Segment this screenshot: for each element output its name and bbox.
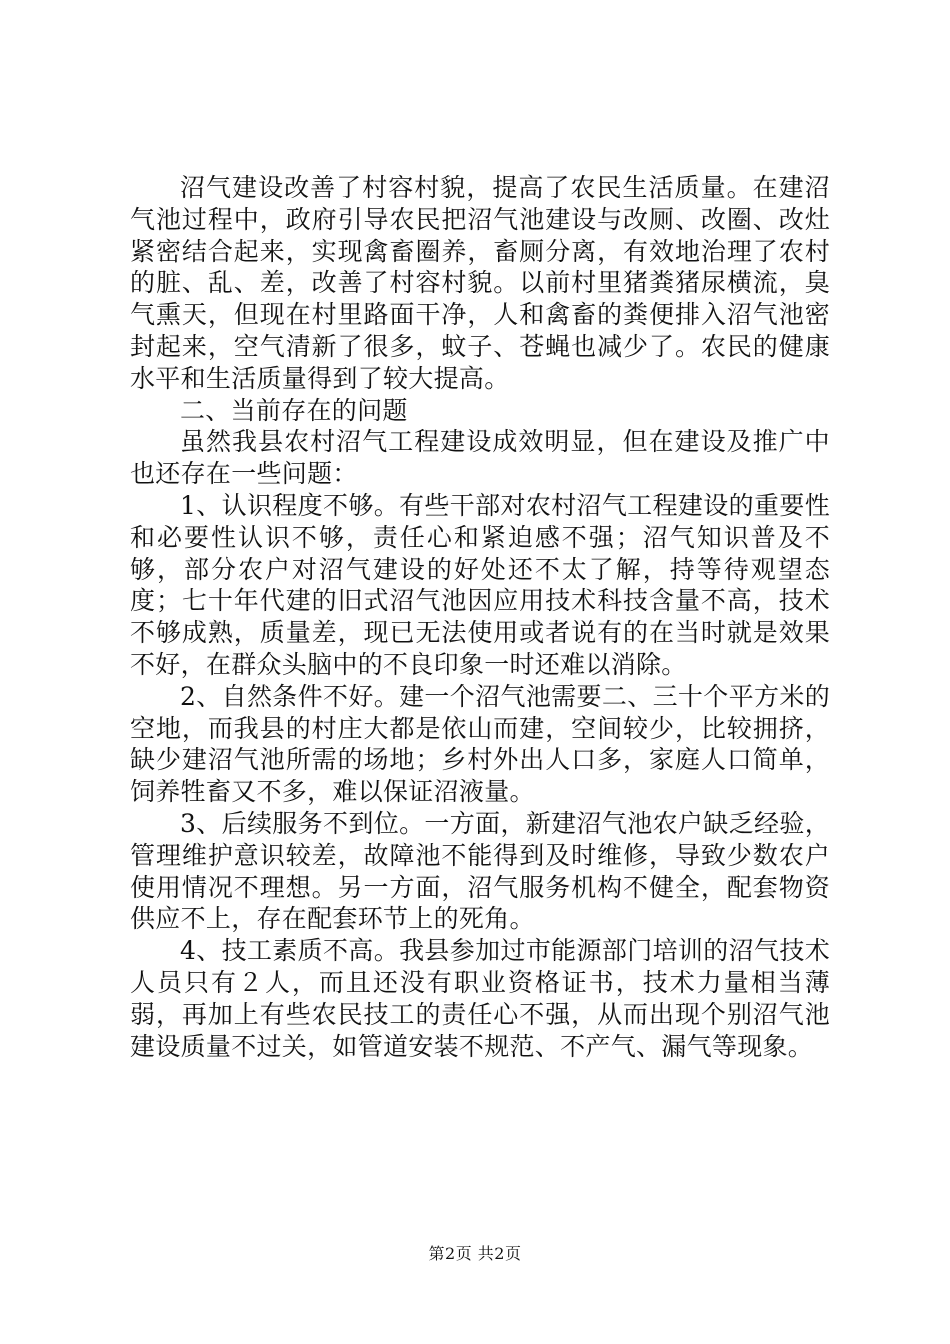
paragraph-problem-4: 4、技工素质不高。我县参加过市能源部门培训的沼气技术人员只有２人，而且还没有职业资格证书，技术力量相当薄弱，再加上有些农民技工的责任心不强，从而出现个别沼气池建设质量不过关，如管道安装不规范、不产气、漏气等现象。 <box>130 936 830 1061</box>
paragraph-village-appearance: 沼气建设改善了村容村貌，提高了农民生活质量。在建沼气池过程中，政府引导农民把沼气池建设与改厕、改圈、改灶紧密结合起来，实现禽畜圈养，畜厕分离，有效地治理了农村的脏、乱、差，改善了村容村貌。以前村里猪粪猪尿横流，臭气熏天，但现在村里路面干净，人和禽畜的粪便排入沼气池密封起来，空气清新了很多，蚊子、苍蝇也减少了。农民的健康水平和生活质量得到了较大提高。 <box>130 173 830 393</box>
paragraph-problem-3: 3、后续服务不到位。一方面，新建沼气池农户缺乏经验，管理维护意识较差，故障池不能得到及时维修，导致少数农户使用情况不理想。另一方面，沼气服务机构不健全，配套物资供应不上，存在配套环节上的死角。 <box>130 808 830 934</box>
section-heading-current-problems: 二、当前存在的问题 <box>180 395 408 425</box>
page-footer: 第2页 共2页 <box>428 1244 522 1263</box>
paragraph-problem-1: 1、认识程度不够。有些干部对农村沼气工程建设的重要性和必要性认识不够，责任心和紧迫感不强；沼气知识普及不够，部分农户对沼气建设的好处还不太了解，持等待观望态度；七十年代建的旧式沼气池因应用技术科技含量不高，技术不够成熟，质量差，现已无法使用或者说有的在当时就是效果不好，在群众头脑中的不良印象一时还难以消除。 <box>130 490 830 679</box>
document-body <box>130 172 830 1062</box>
paragraph-problem-2: 2、自然条件不好。建一个沼气池需要二、三十个平方米的空地，而我县的村庄大都是依山而建，空间较少，比较拥挤，缺少建沼气池所需的场地；乡村外出人口多，家庭人口简单，饲养牲畜又不多，难以保证沼液量。 <box>130 681 830 807</box>
paragraph-problems-intro: 虽然我县农村沼气工程建设成效明显，但在建设及推广中也还存在一些问题： <box>130 427 830 489</box>
